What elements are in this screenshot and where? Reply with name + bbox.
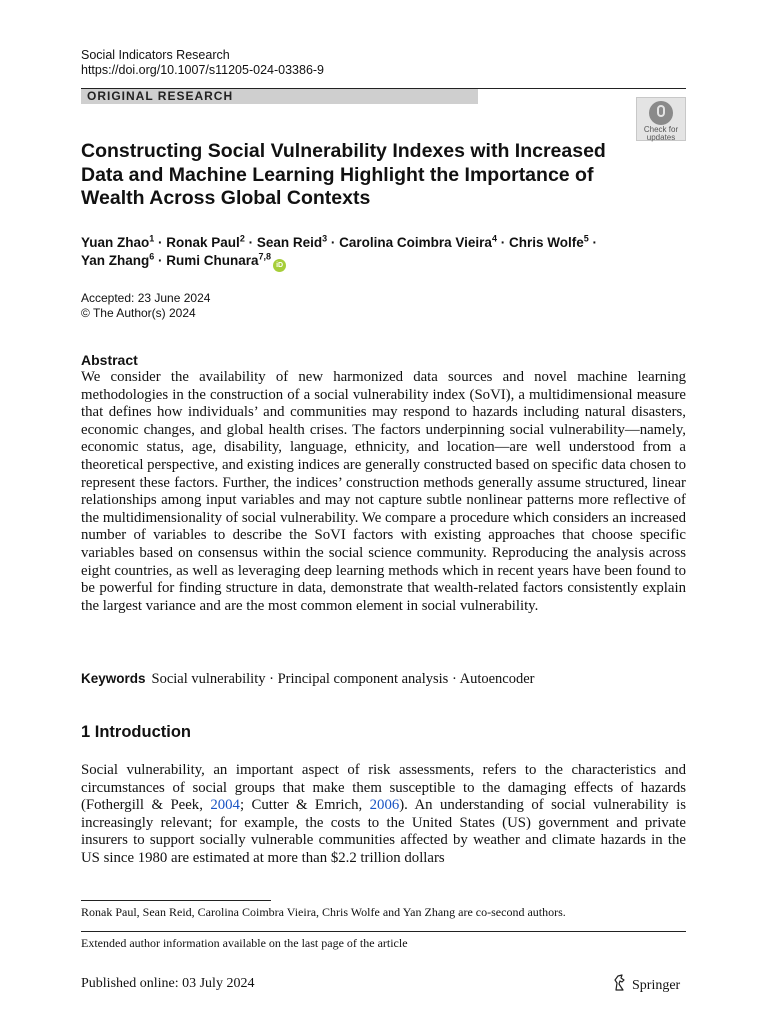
author-affiliation: 7,8 xyxy=(258,251,272,262)
abstract-text: We consider the availability of new harmonized data sources and novel machine learning methodologies in the construction of a social vulnerability index (SoVI), a multidimensional measure that defines how individuals’ and communities may respond to hazards including natural disasters, economic changes, and global health crises. The factors underpinning social vulnerability—namely, economic status, age, disability, language, ethnicity, and location—are well understood from a theoretical perspective, and existing indices are generally constructed based on specific data chosen to represent these factors. Further, the indices’ construction methods generally assume structured, linear relationships among input variables and may not capture subtle nonlinear patterns more reflective of the multidimensionality of social vulnerability. We compare a procedure which considers an increased number of variables to describe the SoVI factors with existing approaches that choose specific variables based on consensus within the social science community. Reproducing the analysis across eight countries, as well as leveraging deep learning methods which in recent years have been found to be powerful for finding structure in data, demonstrate that wealth-related factors consistently explain the largest variance and are the most common element in social vulnerability. xyxy=(81,369,686,614)
intro-text-part: Social vulnerability, an important aspect of risk assessments, refers to the characteristics and circumstances of social groups that make them susceptible to the damaging effects of hazards (Fothergill & Peek, xyxy=(81,762,686,814)
article-type-ribbon xyxy=(81,89,478,104)
author-affiliation: 6 xyxy=(149,251,155,262)
extended-info-footnote: Extended author information available on the last page of the article xyxy=(81,936,408,950)
springer-horse-icon xyxy=(612,974,628,992)
publisher-logo xyxy=(612,974,680,995)
article-type-label: ORIGINAL RESEARCH xyxy=(87,89,234,103)
footnote-divider xyxy=(81,931,686,932)
check-for-updates-icon xyxy=(649,101,673,125)
copyright-line: © The Author(s) 2024 xyxy=(81,306,196,320)
keywords-line xyxy=(81,670,534,688)
footnote-divider xyxy=(81,900,271,901)
journal-header xyxy=(81,48,324,78)
author-name: Yan Zhang xyxy=(81,253,150,268)
intro-text-part: ). An understanding of social vulnerability is increasingly relevant; for example, the costs to the United States (US) government and private insurers to support socially vulnerable communities affected by weather and climate hazards in the US since 1980 are estimated at more than $2.2 trillion dollars xyxy=(81,797,687,866)
author-name: Ronak Paul xyxy=(166,235,240,250)
author-name: Carolina Coimbra Vieira xyxy=(339,235,492,250)
journal-name: Social Indicators Research xyxy=(81,48,230,62)
introduction-heading: 1 Introduction xyxy=(81,723,191,741)
orcid-icon[interactable]: iD xyxy=(273,259,286,272)
check-for-updates-badge[interactable] xyxy=(636,97,686,141)
article-title: Constructing Social Vulnerability Indexes with Increased Data and Machine Learning Highlight the Importance of Wealth Across Global Contexts xyxy=(81,140,606,209)
co-authors-footnote: Ronak Paul, Sean Reid, Carolina Coimbra Vieira, Chris Wolfe and Yan Zhang are co-second authors. xyxy=(81,905,566,919)
author-name: Rumi Chunara xyxy=(166,253,259,268)
author-name: Yuan Zhao xyxy=(81,235,150,250)
keywords-label: Keywords xyxy=(81,671,146,686)
author-list: Yuan Zhao$^1$ · Ronak Paul$^2$ · Sean Reid$^3$ · Carolina Coimbra Vieira$^4$ · Chris Wolfe$^5$ · Yan Zhang$^6$ · Rumi Chunara$^{7,8}$iD xyxy=(81,234,681,272)
author-name: Sean Reid xyxy=(256,235,323,250)
published-date: Published online: 03 July 2024 xyxy=(81,976,255,991)
author-affiliation: 4 xyxy=(491,233,497,244)
author-name: Chris Wolfe xyxy=(508,235,584,250)
article-dates xyxy=(81,291,210,321)
keywords-text: Social vulnerability · Principal component analysis · Autoencoder xyxy=(151,671,535,687)
citation-link[interactable]: 2006 xyxy=(369,797,400,814)
doi-link[interactable]: https://doi.org/10.1007/s11205-024-03386-9 xyxy=(81,63,325,77)
check-for-updates-label: Check for updates xyxy=(643,125,679,142)
author-affiliation: 1 xyxy=(149,233,155,244)
accepted-date: Accepted: 23 June 2024 xyxy=(81,291,211,305)
citation-link[interactable]: 2004 xyxy=(210,797,240,814)
author-affiliation: 5 xyxy=(583,233,589,244)
introduction-text xyxy=(81,762,686,868)
publisher-name: Springer xyxy=(632,978,681,993)
author-affiliation: 2 xyxy=(239,233,245,244)
intro-text-part: ; Cutter & Emrich, xyxy=(239,797,370,814)
abstract-heading: Abstract xyxy=(81,352,138,368)
author-affiliation: 3 xyxy=(322,233,328,244)
